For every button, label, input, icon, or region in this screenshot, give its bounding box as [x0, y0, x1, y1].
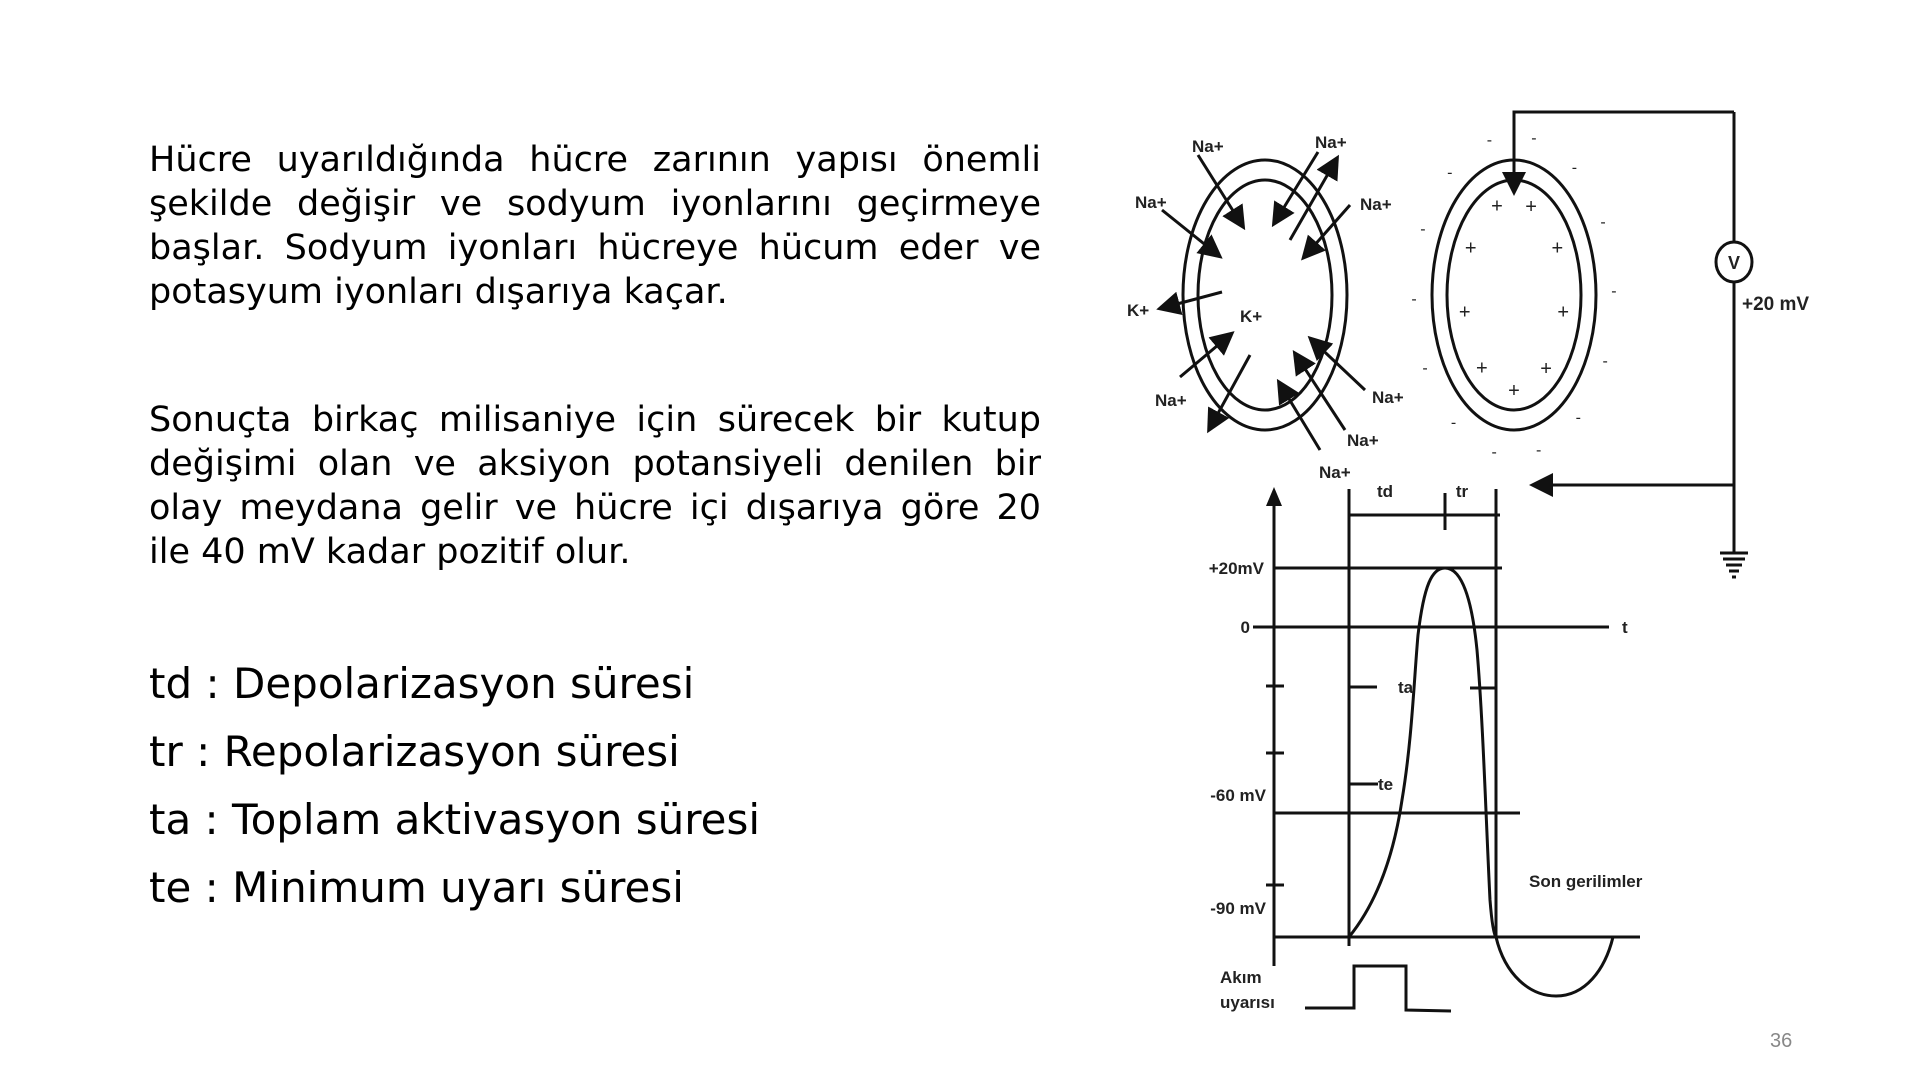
- voltmeter-label: V: [1727, 253, 1741, 273]
- paragraph-membrane-change: Hücre uyarıldığında hücre zarının yapısı önemli şekilde değişir ve sodyum iyonlarını geçirmeye başlar. Sodyum iyonları hücreye hücum eder ve potasyum iyonları dışarıya kaçar.: [149, 140, 1041, 312]
- cell-ion-flow-diagram: [1127, 133, 1404, 482]
- minus-charge: -: [1486, 131, 1493, 149]
- plus-charge: +: [1491, 195, 1503, 218]
- td-label: td: [1376, 482, 1394, 501]
- ion-label-na-5: Na+: [1155, 391, 1187, 410]
- definition-tr: tr : Repolarizasyon süresi: [149, 727, 680, 776]
- action-potential-diagram: [1209, 482, 1643, 1012]
- ion-label-k-inside: K+: [1240, 307, 1263, 326]
- t-axis-label: t: [1622, 618, 1628, 637]
- plus-charge: +: [1475, 357, 1488, 380]
- minus-charge: -: [1602, 352, 1608, 370]
- minus-charge: -: [1571, 159, 1578, 177]
- definition-ta: ta : Toplam aktivasyon süresi: [149, 795, 761, 844]
- electrode-wire-top: [1514, 112, 1734, 190]
- y-label-zero: 0: [1240, 618, 1250, 637]
- plus-charge: +: [1464, 237, 1477, 260]
- definition-te: te : Minimum uyarı süresi: [149, 863, 684, 912]
- plus-charge: +: [1458, 301, 1471, 324]
- tr-label: tr: [1455, 482, 1469, 501]
- voltage-reading: +20 mV: [1742, 294, 1810, 315]
- minus-charge: -: [1535, 442, 1542, 460]
- plus-charge: +: [1540, 357, 1552, 380]
- minus-charge: -: [1411, 290, 1417, 308]
- minus-charge: -: [1531, 130, 1537, 148]
- stimulus-label-line2: uyarısı: [1220, 993, 1275, 1012]
- minus-charge: -: [1450, 414, 1457, 432]
- minus-charge: -: [1600, 214, 1606, 232]
- plus-charge: +: [1508, 379, 1520, 402]
- ion-label-na-7: Na+: [1347, 431, 1379, 450]
- definition-td: td : Depolarizasyon süresi: [149, 659, 695, 708]
- plus-charge: +: [1551, 237, 1564, 260]
- ion-label-na-3: Na+: [1135, 193, 1167, 212]
- ion-label-na-4: Na+: [1360, 195, 1392, 214]
- cell-polarity-diagram: [1411, 112, 1809, 577]
- te-label: te: [1378, 775, 1394, 794]
- cell-membrane-inner: [1198, 180, 1332, 410]
- y-label-minus60: -60 mV: [1210, 786, 1266, 805]
- y-label-plus20: +20mV: [1208, 559, 1264, 578]
- ground-icon: [1720, 553, 1748, 577]
- plus-charge: +: [1557, 301, 1570, 324]
- paragraph-action-potential: Sonuçta birkaç milisaniye için sürecek bir kutup değişimi olan ve aksiyon potansiyeli denilen bir olay meydana gelir ve hücre içi dışarıya göre 20 ile 40 mV kadar pozitif olur.: [149, 400, 1041, 572]
- y-axis-arrow-icon: [1266, 487, 1282, 506]
- after-potential-label: Son gerilimler: [1529, 872, 1643, 891]
- ta-label: ta: [1398, 678, 1414, 697]
- minus-charge: -: [1447, 164, 1453, 182]
- minus-charge: -: [1491, 443, 1497, 461]
- ion-label-na-2: Na+: [1315, 133, 1347, 152]
- ion-label-na-8: Na+: [1319, 463, 1351, 482]
- ion-label-na-6: Na+: [1372, 388, 1404, 407]
- cell-membrane-inner: [1447, 180, 1581, 410]
- plus-charge: +: [1525, 195, 1537, 218]
- stimulus-label-line1: Akım: [1220, 968, 1262, 987]
- ion-arrows: [1162, 152, 1365, 450]
- minus-charge: -: [1420, 221, 1426, 239]
- ion-label-na-1: Na+: [1192, 137, 1224, 156]
- ion-label-k-outside: K+: [1127, 301, 1150, 320]
- page-number: 36: [1770, 1030, 1793, 1052]
- minus-charge: -: [1575, 409, 1581, 427]
- minus-charge: -: [1422, 359, 1428, 377]
- stimulus-pulse: [1305, 966, 1451, 1011]
- minus-charge: -: [1611, 283, 1617, 301]
- y-label-minus90: -90 mV: [1210, 899, 1266, 918]
